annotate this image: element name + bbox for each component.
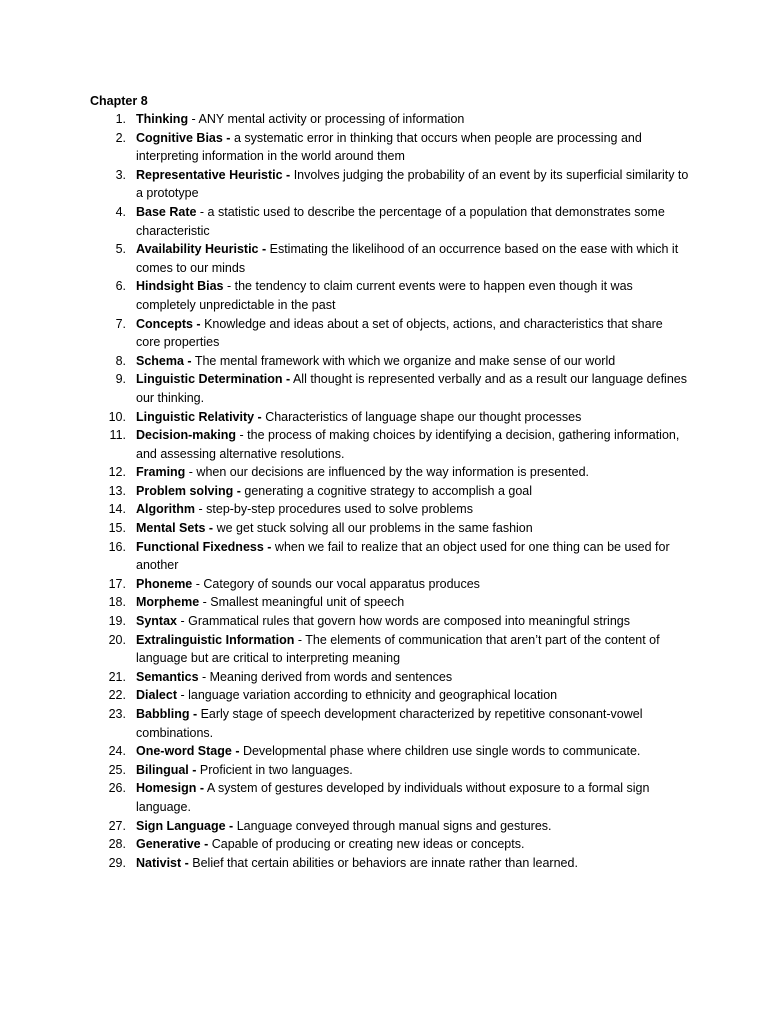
list-item-term: Representative Heuristic -: [136, 167, 291, 182]
list-item-number: 9.: [115, 372, 126, 387]
list-item: [90, 835, 690, 854]
list-item-definition: when we fail to realize that an object used for one thing can be used for another: [136, 539, 670, 573]
list-item: [90, 686, 690, 705]
list-item-definition: - Grammatical rules that govern how words are composed into meaningful strings: [177, 614, 630, 629]
list-item-number: 2.: [115, 130, 126, 145]
list-item-term: Problem solving -: [136, 483, 241, 498]
list-item-term: Generative -: [136, 837, 209, 852]
list-item: [90, 631, 690, 668]
list-item-number: 7.: [115, 316, 126, 331]
list-item-number: 4.: [115, 204, 126, 219]
list-item-number: 18.: [108, 595, 126, 610]
list-item: [90, 779, 690, 816]
list-item-term: Algorithm: [136, 502, 196, 517]
list-item-term: One-word Stage -: [136, 744, 240, 759]
list-item-number: 17.: [108, 576, 126, 591]
list-item-definition: Early stage of speech development characterized by repetitive consonant-vowel combinations.: [136, 707, 643, 740]
list-item-number: 29.: [108, 855, 126, 870]
list-item-definition: Knowledge and ideas about a set of objects, actions, and characteristics that share core properties: [136, 316, 663, 350]
list-item-term: Functional Fixedness -: [136, 539, 272, 554]
list-item: [90, 761, 690, 780]
list-item-number: 8.: [115, 353, 126, 368]
list-item-number: 6.: [115, 279, 126, 294]
list-item-definition: generating a cognitive strategy to accomplish a goal: [240, 483, 533, 498]
list-item-number: 10.: [108, 409, 126, 424]
list-item-term: Morpheme: [136, 595, 200, 610]
list-item-term: Concepts -: [136, 316, 201, 331]
list-item: [90, 370, 690, 407]
list-item-term: Linguistic Relativity -: [136, 409, 262, 424]
list-item-definition: - language variation according to ethnicity and geographical location: [177, 688, 558, 703]
list-item-number: 15.: [108, 521, 126, 536]
list-item-number: 12.: [108, 465, 126, 480]
list-item-term: Schema -: [136, 353, 192, 368]
list-item: [90, 538, 690, 575]
list-item-definition: Capable of producing or creating new ideas or concepts.: [208, 837, 525, 852]
list-item: [90, 575, 690, 594]
list-item-definition: Language conveyed through manual signs and gestures.: [233, 818, 552, 833]
list-item-number: 19.: [108, 614, 126, 629]
list-item-term: Availability Heuristic -: [136, 242, 267, 257]
document-page: [90, 92, 690, 872]
list-item: [90, 500, 690, 519]
list-item: [90, 110, 690, 129]
list-item-term: Nativist -: [136, 855, 189, 870]
list-item: [90, 668, 690, 687]
list-item-number: 16.: [108, 539, 126, 554]
list-item-number: 22.: [108, 688, 126, 703]
list-item-number: 26.: [108, 781, 126, 796]
list-item-definition: - The elements of communication that aren’t part of the content of language but are critical to interpreting meaning: [136, 632, 660, 666]
list-item-term: Sign Language -: [136, 818, 234, 833]
list-item-definition: Involves judging the probability of an event by its superficial similarity to a prototype: [136, 167, 689, 201]
list-item: [90, 463, 690, 482]
list-item: [90, 352, 690, 371]
term-list: [90, 110, 690, 872]
list-item-term: Hindsight Bias: [136, 279, 224, 294]
list-item-number: 23.: [108, 707, 126, 721]
list-item: [90, 166, 690, 203]
list-item: [90, 408, 690, 427]
list-item: [90, 203, 690, 240]
list-item-definition: a systematic error in thinking that occurs when people are processing and interpreting information in the world around them: [136, 130, 642, 164]
list-item-term: Mental Sets -: [136, 521, 214, 536]
list-item-number: 21.: [108, 669, 126, 684]
list-item-term: Decision-making: [136, 428, 237, 443]
list-item-number: 27.: [108, 818, 126, 833]
list-item-term: Dialect: [136, 688, 177, 703]
list-item-definition: Estimating the likelihood of an occurrence based on the ease with which it comes to our minds: [136, 242, 679, 275]
list-item-number: 20.: [108, 632, 126, 647]
list-item-number: 14.: [108, 502, 126, 517]
list-item-number: 3.: [115, 167, 126, 182]
list-item: [90, 129, 690, 166]
list-item-term: Extralinguistic Information: [136, 632, 295, 647]
list-item-definition: - the tendency to claim current events were to happen even though it was completely unpredictable in the past: [136, 279, 633, 312]
list-item-definition: Characteristics of language shape our thought processes: [261, 409, 582, 424]
chapter-title: Chapter 8: [90, 94, 148, 108]
list-item-definition: The mental framework with which we organize and make sense of our world: [191, 353, 616, 368]
list-item: [90, 426, 690, 463]
list-item-number: 13.: [108, 483, 126, 498]
list-item-term: Base Rate: [136, 204, 197, 219]
list-item-number: 24.: [108, 744, 126, 759]
list-item: [90, 854, 690, 873]
list-item-term: Syntax: [136, 614, 177, 629]
list-item-definition: - a statistic used to describe the percentage of a population that demonstrates some characteristic: [136, 204, 665, 238]
list-item-term: Linguistic Determination -: [136, 372, 291, 387]
list-item-definition: - Smallest meaningful unit of speech: [199, 595, 405, 610]
list-item-definition: Proficient in two languages.: [196, 762, 353, 777]
list-item-definition: - ANY mental activity or processing of information: [188, 112, 465, 126]
list-item-definition: Developmental phase where children use single words to communicate.: [239, 744, 641, 759]
list-item-term: Cognitive Bias -: [136, 130, 231, 145]
list-item: [90, 705, 690, 742]
list-item-term: Framing: [136, 465, 186, 480]
list-item-number: 28.: [108, 837, 126, 852]
list-item-definition: - when our decisions are influenced by the way information is presented.: [185, 465, 590, 480]
list-item-term: Thinking: [136, 112, 189, 126]
list-item: [90, 612, 690, 631]
list-item-term: Bilingual -: [136, 762, 197, 777]
list-item-definition: Belief that certain abilities or behaviors are innate rather than learned.: [188, 855, 578, 870]
list-item-number: 25.: [108, 762, 126, 777]
list-item-definition: A system of gestures developed by individuals without exposure to a formal sign language.: [136, 781, 650, 814]
list-item-definition: All thought is represented verbally and as a result our language defines our thinking.: [136, 372, 687, 405]
list-item-definition: - Meaning derived from words and sentences: [198, 669, 453, 684]
list-item: [90, 742, 690, 761]
list-item: [90, 817, 690, 836]
list-item: [90, 240, 690, 277]
list-item: [90, 277, 690, 314]
list-item: [90, 482, 690, 501]
list-item: [90, 315, 690, 352]
list-item-definition: - step-by-step procedures used to solve problems: [195, 502, 473, 517]
list-item-term: Phoneme: [136, 576, 193, 591]
list-item-term: Homesign -: [136, 781, 205, 796]
list-item-term: Babbling -: [136, 707, 198, 721]
list-item-number: 11.: [109, 428, 126, 443]
list-item-term: Semantics: [136, 669, 199, 684]
list-item-definition: - Category of sounds our vocal apparatus produces: [192, 576, 480, 591]
list-item-number: 1.: [115, 112, 126, 126]
list-item-definition: - the process of making choices by identifying a decision, gathering information, and assessing alternative resolutions.: [136, 428, 680, 461]
list-item: [90, 519, 690, 538]
list-item-number: 5.: [115, 242, 126, 257]
list-item: [90, 593, 690, 612]
list-item-definition: we get stuck solving all our problems in the same fashion: [213, 521, 533, 536]
